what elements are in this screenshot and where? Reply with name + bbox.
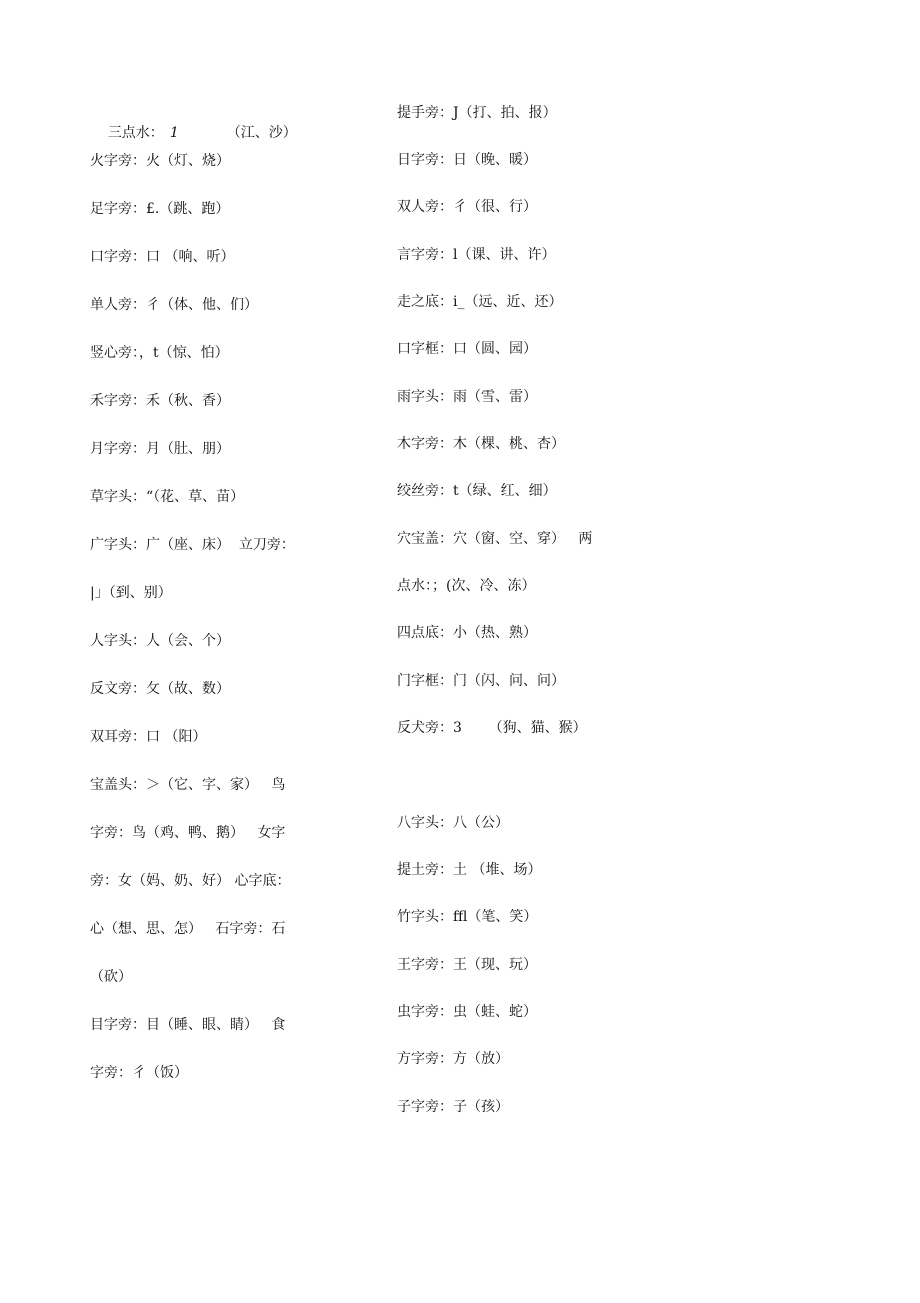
list-item: 草字头：“（花、草、苗） — [90, 489, 245, 505]
list-item: 人字头：人（会、个） — [90, 633, 230, 649]
list-item: 月字旁：月（肚、朋） — [90, 441, 230, 457]
list-item: 穴宝盖：穴（窗、空、穿） 两 — [397, 531, 593, 547]
list-item: 子字旁：子（孩） — [397, 1099, 509, 1115]
list-item: 竹字头：ffl（笔、笑） — [397, 909, 538, 925]
list-item: 广字头：广（座、床） 立刀旁： — [90, 537, 295, 553]
list-item: 双人旁：彳（很、行） — [397, 199, 537, 215]
list-item: 目字旁：目（睡、眼、睛） 食 — [90, 1017, 286, 1033]
radical-name: 三点水： — [107, 125, 164, 141]
list-item: 言字旁：l（课、讲、许） — [397, 247, 556, 263]
list-item: 反犬旁：3 （狗、猫、猴） — [397, 720, 587, 736]
list-item: 足字旁：£.（跳、跑） — [90, 201, 230, 217]
list-item: 火字旁：火（灯、烧） — [90, 153, 230, 169]
list-item: 心（想、思、怎） 石字旁：石 — [90, 921, 286, 937]
list-item: 门字框：门（闪、问、问） — [397, 673, 565, 689]
list-item: 王字旁：王（现、玩） — [397, 957, 537, 973]
list-item: 口字框：口（圆、园） — [397, 341, 537, 357]
list-item: 虫字旁：虫（蛙、蛇） — [397, 1004, 537, 1020]
list-item: 反文旁：攵（故、数） — [90, 681, 230, 697]
list-item: |」（到、别） — [90, 585, 172, 601]
list-item: 竖心旁：，t（惊、怕） — [90, 345, 229, 361]
list-item: 绞丝旁：t（绿、红、细） — [397, 483, 557, 499]
list-item: 旁：女（妈、奶、好） 心字底： — [90, 873, 291, 889]
list-item: 口字旁：口 （响、听） — [90, 249, 235, 265]
list-item: 方字旁：方（放） — [397, 1051, 509, 1067]
list-item: 木字旁：木（棵、桃、杏） — [397, 436, 565, 452]
radical-symbol: 1 — [169, 125, 179, 141]
list-item: 禾字旁：禾（秋、香） — [90, 393, 230, 409]
list-item: 字旁：彳（饭） — [90, 1065, 188, 1081]
radical-examples: （江、沙） — [226, 125, 297, 141]
list-item: 提手旁：J（打、拍、报） — [397, 105, 557, 121]
list-item: 双耳旁：口 （阳） — [90, 729, 207, 745]
list-item: 走之底：i_（远、近、还） — [397, 294, 563, 310]
list-item: 八字头：八（公） — [397, 815, 509, 831]
list-item: 宝盖头：＞（它、字、家） 鸟 — [90, 777, 286, 793]
list-item: 四点底：小（热、熟） — [397, 625, 537, 641]
list-item: 点水：；(次、冷、冻） — [397, 578, 536, 594]
list-item: （砍） — [90, 969, 132, 985]
list-item: 日字旁：日（晚、暖） — [397, 152, 537, 168]
list-item — [90, 103, 297, 141]
list-item: 提土旁：土 （堆、场） — [397, 862, 542, 878]
list-item: 雨字头：雨（雪、雷） — [397, 389, 537, 405]
list-item: 字旁：鸟（鸡、鸭、鹅） 女字 — [90, 825, 286, 841]
list-item: 单人旁：彳（体、他、们） — [90, 297, 258, 313]
